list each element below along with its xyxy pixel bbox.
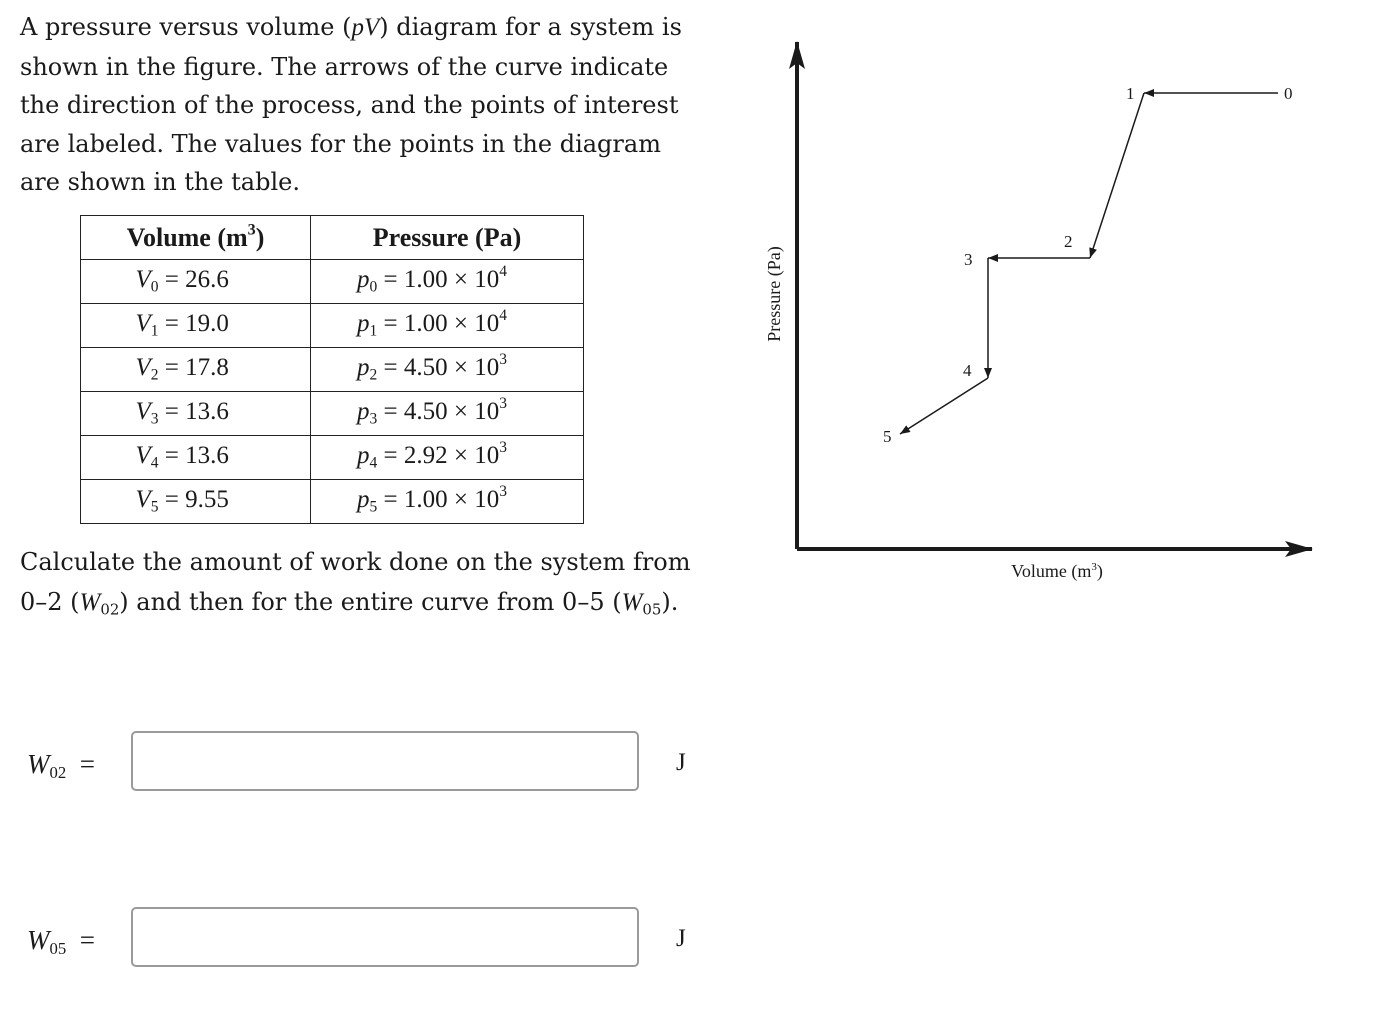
point-label-0: 0	[1284, 84, 1293, 103]
pressure-cell: $p_0 = 1.00 \times 10^4$	[311, 260, 584, 304]
point-label-5: 5	[883, 427, 892, 446]
w05-label: $W_{05}$ =	[27, 925, 95, 959]
w05-unit: J	[676, 925, 686, 952]
table-row	[81, 348, 584, 392]
point-label-1: 1	[1126, 84, 1135, 103]
x-axis-label: Volume $(m^3)$	[1011, 561, 1103, 581]
volume-cell: $V_4 = 13.6$	[81, 436, 311, 480]
point-label-3: 3	[964, 250, 973, 269]
pressure-cell: $p_5 = 1.00 \times 10^3$	[311, 480, 584, 524]
w05-input[interactable]	[131, 907, 639, 967]
table-row	[81, 260, 584, 304]
w02-label: $W_{02}$ =	[27, 749, 95, 783]
volume-cell: $V_2 = 17.8$	[81, 348, 311, 392]
volume-cell: $V_5 = 9.55$	[81, 480, 311, 524]
volume-cell: $V_0 = 26.6$	[81, 260, 311, 304]
pv-symbol: pV	[351, 14, 380, 41]
intro-text-1: A pressure versus volume (	[20, 13, 352, 41]
intro-text-2: ) diagram for a system is shown in the figure. The arrows of the curve indicate the direction of the process, and the points of interest are labeled. The values for the points in the diagram are shown in the table.	[20, 13, 682, 196]
table-row	[81, 392, 584, 436]
segment-4-5	[900, 378, 988, 434]
problem-intro	[20, 8, 690, 202]
point-label-4: 4	[963, 361, 972, 380]
answer-row-w02	[0, 731, 720, 795]
w02-input[interactable]	[131, 731, 639, 791]
table-row	[81, 480, 584, 524]
question-text: Calculate the amount of work done on the system from 0–2 $(W_{02})$ and then for the entire curve from 0–5 $(W_{05})$.	[20, 548, 691, 619]
table-header-row	[81, 216, 584, 260]
w02-unit: J	[676, 749, 686, 776]
table-row	[81, 436, 584, 480]
pressure-cell: $p_4 = 2.92 \times 10^3$	[311, 436, 584, 480]
y-axis-label: Pressure (Pa)	[764, 246, 784, 342]
pv-diagram	[750, 30, 1330, 600]
table-row	[81, 304, 584, 348]
volume-cell: $V_1 = 19.0$	[81, 304, 311, 348]
pressure-header: Pressure (Pa)	[311, 216, 584, 260]
pressure-cell: $p_2 = 4.50 \times 10^3$	[311, 348, 584, 392]
pressure-cell: $p_1 = 1.00 \times 10^4$	[311, 304, 584, 348]
values-table	[80, 215, 584, 524]
segment-1-2	[1090, 93, 1144, 258]
pressure-cell: $p_3 = 4.50 \times 10^3$	[311, 392, 584, 436]
answer-row-w05	[0, 907, 720, 971]
volume-header: Volume $(m^3)$	[81, 216, 311, 260]
point-label-2: 2	[1064, 232, 1073, 251]
volume-cell: $V_3 = 13.6$	[81, 392, 311, 436]
